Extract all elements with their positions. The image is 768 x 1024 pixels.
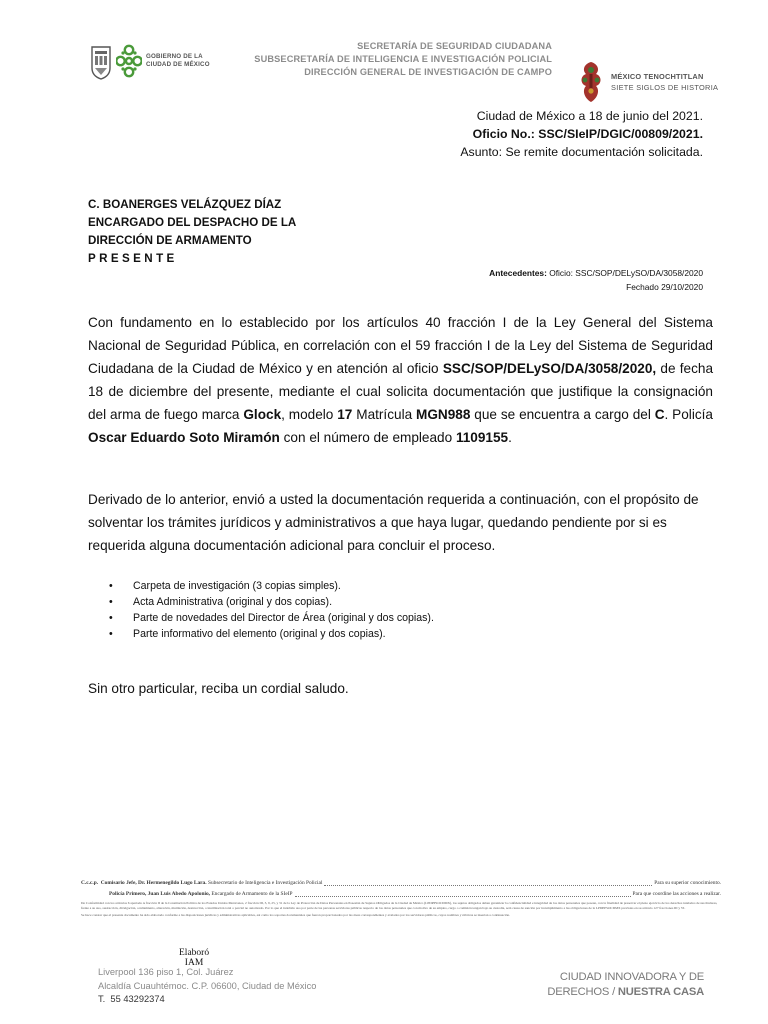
body-paragraph-1	[88, 311, 713, 449]
tel-prefix: T.	[98, 994, 106, 1004]
p1-text-4: Matrícula	[352, 407, 417, 422]
ccp-name-2: Policía Primero, Juan Luis Abedo Apolonio,	[109, 891, 210, 898]
antecedentes-block	[489, 267, 703, 294]
footer-address	[98, 966, 316, 1007]
addressee-name: C. BOANERGES VELÁZQUEZ DÍAZ	[88, 198, 282, 211]
p1-matricula: MGN988	[416, 407, 471, 422]
agency-line-3: DIRECCIÓN GENERAL DE INVESTIGACIÓN DE CAMPO	[304, 67, 552, 77]
ccp-desc-1: Subsecretario de Inteligencia e Investigación Policial	[206, 880, 323, 886]
addressee-block	[88, 196, 296, 268]
p1-officer-name: Oscar Eduardo Soto Miramón	[88, 430, 280, 445]
ccp-name-1: Comisario Jefe, Dr. Hermenegildo Lugo Lara.	[100, 880, 207, 886]
oficio-number: Oficio No.: SSC/SIeIP/DGIC/00809/2021.	[472, 127, 703, 141]
ccp-row-2	[81, 891, 721, 898]
antecedentes-label: Antecedentes:	[489, 268, 547, 278]
list-item: • Parte informativo del elemento (original y dos copias).	[109, 626, 529, 642]
agency-line-2: SUBSECRETARÍA DE INTELIGENCIA E INVESTIGACIÓN POLICIAL	[254, 54, 552, 64]
agency-header	[240, 40, 552, 79]
gov-line-1: GOBIERNO DE LA	[146, 53, 203, 60]
p1-text-6: . Policía	[664, 407, 713, 422]
list-item: • Carpeta de investigación (3 copias simples).	[109, 578, 529, 594]
ccp-desc-2: Encargado de Armamento de la SIeIP	[210, 891, 293, 898]
p1-oficio-ref: SSC/SOP/DELySO/DA/3058/2020,	[442, 361, 657, 376]
date-line: Ciudad de México a 18 de junio del 2021.	[476, 109, 703, 123]
government-label	[146, 53, 210, 68]
ccp-prefix: C.c.c.p.	[81, 880, 99, 886]
body-paragraph-2: Derivado de lo anterior, envió a usted la documentación requerida a continuación, con el propósito de solventar los trámites jurídicos y administrativos a que haya lugar, quedando pendiente por si es requerida alguna documentación adicional para concluir el proceso.	[88, 492, 699, 553]
elaboro-initials: IAM	[184, 958, 204, 968]
slogan-line-1: CIUDAD INNOVADORA Y DE	[559, 971, 704, 983]
ccp-block	[81, 880, 721, 918]
address-line-2: Alcaldía Cuauhtémoc. C.P. 06600, Ciudad de México	[98, 980, 317, 991]
ccp-row-1	[81, 880, 721, 887]
list-item: • Acta Administrativa (original y dos copias).	[109, 594, 529, 610]
antecedentes-fecha: Fechado 29/10/2020	[626, 281, 703, 292]
antecedentes-oficio: Oficio: SSC/SOP/DELySO/DA/3058/2020	[546, 268, 703, 278]
mt-line-2: SIETE SIGLOS DE HISTORIA	[611, 83, 719, 92]
mt-line-1: MÉXICO TENOCHTITLAN	[611, 72, 704, 81]
p1-text-5: que se encuentra a cargo del	[470, 407, 655, 422]
p1-text-1: Con fundamento en lo establecido por los artículos 40 fracción I de la Ley General del Sistema Nacional de Seguridad Pública, en correlación con el 59 fracción I de la Ley del Sistema de Seguridad Ciudadana de la Ciudad de México y en atención al oficio	[88, 315, 713, 376]
elaboro-label: Elaboró	[179, 948, 210, 958]
agency-line-1: SECRETARÍA DE SEGURIDAD CIUDADANA	[357, 41, 552, 51]
telephone: 55 43292374	[110, 994, 165, 1004]
closing-line: Sin otro particular, reciba un cordial saludo.	[88, 681, 349, 696]
date-block	[460, 107, 703, 161]
p1-employee-number: 1109155	[455, 430, 509, 445]
p1-model: 17	[337, 407, 353, 422]
documents-list	[109, 578, 529, 642]
ccp-end-1: Para su superior conocimiento.	[654, 880, 721, 886]
addressee-title-1: ENCARGADO DEL DESPACHO DE LA	[88, 216, 297, 229]
mexico-tenochtitlan-emblem	[574, 58, 608, 106]
gov-line-2: CIUDAD DE MÉXICO	[146, 60, 210, 68]
addressee-title-2: DIRECCIÓN DE ARMAMENTO	[88, 234, 252, 247]
dotted-leader	[295, 896, 631, 897]
slogan-line-2b: NUESTRA CASA	[617, 986, 704, 998]
p1-text-2: de fecha 18 de diciembre del presente, mediante el cual solicita documentación que justifique la consignación del arma de fuego marca	[88, 361, 713, 422]
asunto-line: Asunto: Se remite documentación solicitada.	[460, 145, 703, 159]
mexico-tenochtitlan-label	[611, 71, 718, 93]
p1-text-8: .	[508, 430, 512, 445]
list-item: • Parte de novedades del Director de Área (original y dos copias).	[109, 610, 529, 626]
p1-brand: Glock	[243, 407, 282, 422]
p1-text-3: , modelo	[281, 407, 338, 422]
address-line-1: Liverpool 136 piso 1, Col. Juárez	[98, 967, 234, 977]
p1-text-7: con el número de empleado	[279, 430, 456, 445]
footer-slogan	[547, 970, 704, 1000]
slogan-line-2a: DERECHOS /	[547, 986, 618, 998]
privacy-notice: De Conformidad con los artículos 6 apartado A fracción II de la Constitución Política de los Estados Unidos Mexicanos, 2 fracción III, 3, 9, 25, y 31 de la Ley de Protección de Datos Personales en Posesión de Sujetos Obligados de la Ciudad de México (LPDPPSOCDMX), los sujetos obligados deben garantizar la confidencialidad e integridad de los datos personales que posean, con la finalidad de preservar el pleno ejercicio de los derechos tutelados de sus titulares, frente a su uso, sustracción, divulgación, ocultamiento, alteración, mutilación, destrucción, o inutilización total o parcial no autorizado. Por lo que el indebido uso por parte de las personas servidoras públicas respecto de los datos personales que con motivo de su empleo, cargo o comisión tengan bajo su custodia, será causa de sanción por incumplimiento a las obligaciones de la LPDPPSOCDMX previstas en su artículo 127 fracciones III y VI.	[81, 901, 718, 910]
p1-c: C	[654, 407, 665, 422]
presente-label: PRESENTE	[88, 252, 178, 265]
elaboro-block	[179, 948, 209, 968]
dotted-leader	[324, 885, 652, 886]
document-notice: Se hace constar que el presente documento ha sido elaborado conforme a las disposiciones jurídicas y administrativas aplicables, así como los soportes documentales que fueron proporcionados por las áreas correspondientes y avalados por los servidores públicos, cuyos nombres y rúbricas se insertan a continuación.	[81, 913, 510, 918]
cdmx-flower-logo	[116, 43, 142, 79]
cdmx-shield-logo	[90, 44, 112, 80]
ccp-end-2: Para que coordine las acciones a realizar.	[632, 891, 721, 898]
